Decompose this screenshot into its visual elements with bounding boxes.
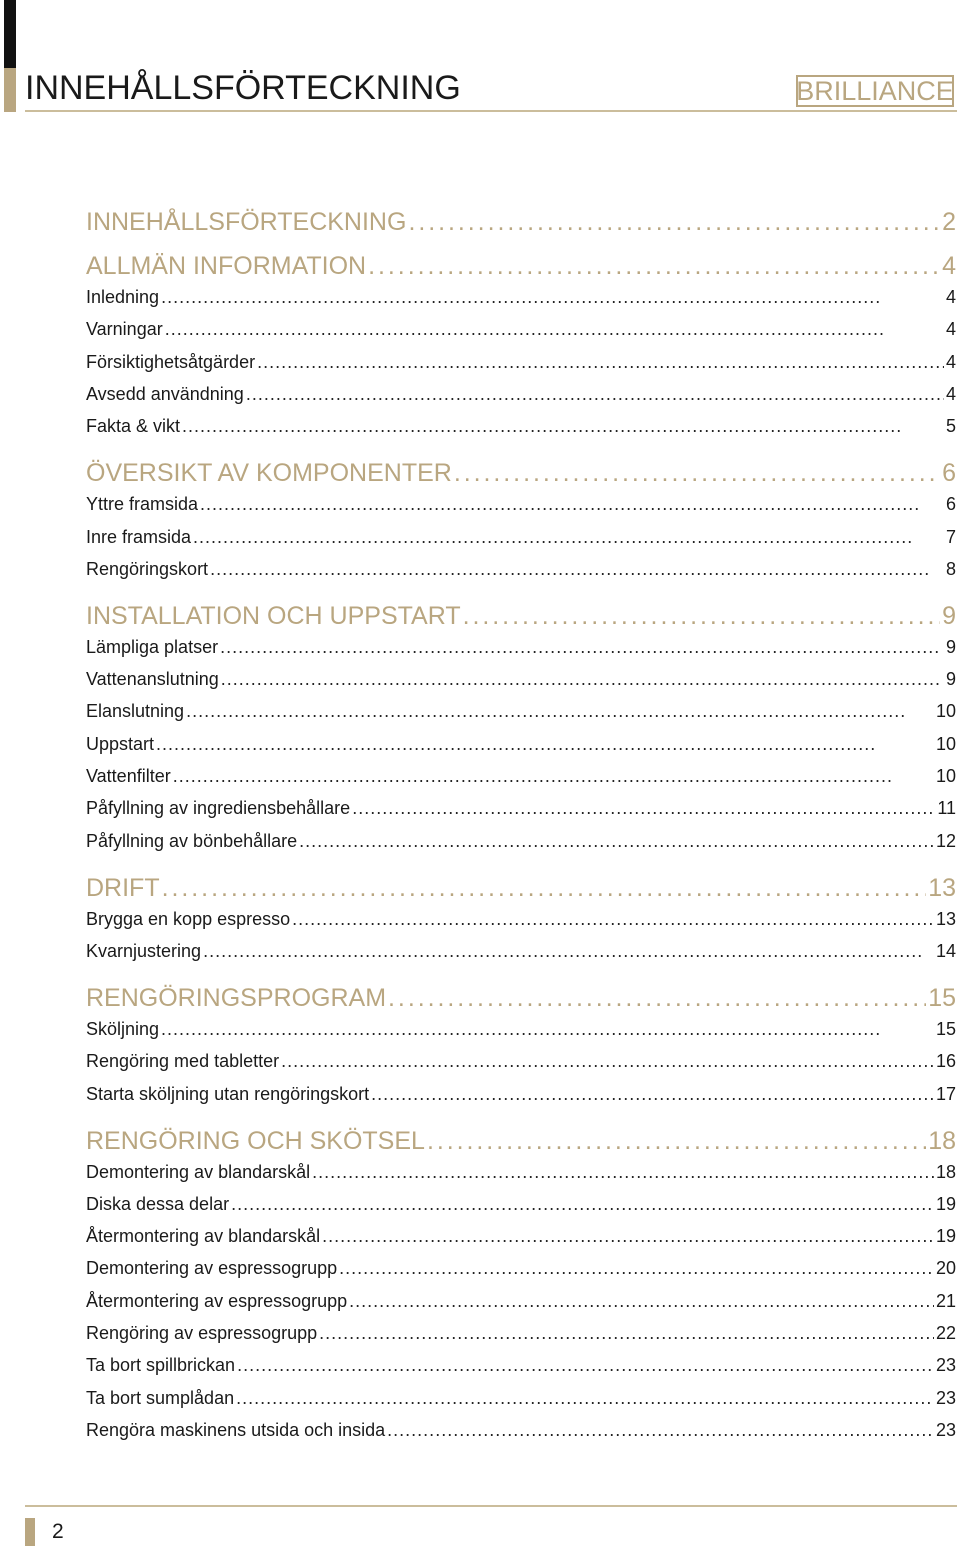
toc-item-entry[interactable]: [86, 527, 956, 548]
toc-entry-label: Påfyllning av bönbehållare: [86, 830, 298, 851]
toc-entry-label: Demontering av espressogrupp: [86, 1258, 338, 1279]
toc-entry-label: Rengöring av espressogrupp: [86, 1323, 318, 1343]
toc-item-entry[interactable]: [86, 766, 956, 787]
toc-item-entry[interactable]: [86, 287, 956, 308]
toc-leader-dots: [236, 1388, 934, 1409]
toc-leader-dots: [203, 941, 934, 962]
toc-entry-label: Ta bort spillbrickan: [86, 1355, 236, 1376]
toc-entry-page: 19: [935, 1193, 956, 1214]
header-gold-bar: [4, 68, 16, 112]
toc-leader-dots: [388, 984, 926, 1013]
toc-entry-label: Försiktighetsåtgärder: [86, 351, 256, 372]
toc-item-entry[interactable]: [86, 1162, 956, 1183]
toc-entry-label: Inre framsida: [86, 526, 192, 547]
toc-entry-page: 5: [945, 416, 956, 437]
toc-leader-dots: [237, 1355, 934, 1376]
toc-entry-page: 13: [935, 908, 956, 929]
toc-entry-label: Varningar: [86, 319, 163, 340]
toc-entry-page: 8: [945, 558, 956, 579]
toc-leader-dots: [312, 1162, 934, 1183]
toc-entry-page: 18: [935, 1161, 956, 1182]
toc-item-entry[interactable]: [86, 1291, 956, 1312]
toc-section-entry[interactable]: [86, 252, 956, 281]
toc-item-entry[interactable]: [86, 1019, 956, 1040]
toc-entry-page: 4: [945, 351, 956, 372]
toc-entry-page: 15: [935, 1018, 956, 1039]
toc-entry-label: Vattenfilter: [86, 766, 171, 786]
toc-leader-dots: [193, 527, 944, 548]
toc-leader-dots: [387, 1420, 934, 1441]
toc-leader-dots: [200, 494, 944, 515]
toc-entry-page: 9: [945, 669, 956, 690]
toc-item-entry[interactable]: [86, 734, 956, 755]
toc-item-entry[interactable]: [86, 909, 956, 930]
toc-leader-dots: [463, 602, 940, 631]
toc-leader-dots: [220, 637, 944, 658]
toc-leader-dots: [162, 874, 927, 903]
toc-item-entry[interactable]: [86, 319, 956, 340]
toc-leader-dots: [231, 1194, 934, 1215]
page-title: INNEHÅLLSFÖRTECKNING: [25, 69, 461, 107]
toc-entry-label: Elanslutning: [86, 701, 185, 722]
page-number: 2: [52, 1520, 64, 1543]
toc-item-entry[interactable]: [86, 941, 956, 962]
toc-entry-page: 14: [935, 940, 956, 961]
toc-section-entry[interactable]: [86, 984, 956, 1013]
toc-item-entry[interactable]: [86, 637, 956, 658]
toc-leader-dots: [349, 1291, 934, 1312]
toc-item-entry[interactable]: [86, 1388, 956, 1409]
toc-entry-page: 6: [945, 494, 956, 515]
toc-entry-page: 11: [937, 798, 956, 819]
toc-entry-label: Demontering av blandarskål: [86, 1161, 311, 1182]
toc-entry-label: Kvarnjustering: [86, 940, 202, 961]
footer-divider: [25, 1505, 957, 1507]
toc-leader-dots: [427, 1127, 926, 1156]
toc-entry-page: 6: [942, 459, 956, 488]
toc-entry-label: Avsedd användning: [86, 383, 244, 404]
toc-item-entry[interactable]: [86, 1226, 956, 1247]
toc-entry-page: 4: [945, 287, 956, 307]
toc-entry-label: Yttre framsida: [86, 494, 199, 515]
toc-entry-label: Uppstart: [86, 733, 155, 754]
toc-entry-label: ALLMÄN INFORMATION: [86, 252, 367, 280]
toc-leader-dots: [186, 701, 934, 722]
toc-leader-dots: [322, 1226, 934, 1247]
toc-entry-label: Brygga en kopp espresso: [86, 908, 291, 929]
toc-entry-label: Inledning: [86, 287, 160, 307]
toc-entry-label: Rengöringskort: [86, 558, 209, 579]
toc-item-entry[interactable]: [86, 494, 956, 515]
toc-leader-dots: [368, 252, 940, 281]
toc-item-entry[interactable]: [86, 559, 956, 580]
toc-leader-dots: [165, 319, 944, 340]
toc-entry-label: Återmontering av blandarskål: [86, 1226, 321, 1247]
toc-entry-label: ÖVERSIKT AV KOMPONENTER: [86, 459, 452, 488]
toc-entry-page: 10: [935, 733, 956, 754]
header-black-bar: [4, 0, 16, 68]
toc-entry-page: 13: [928, 873, 956, 902]
toc-leader-dots: [371, 1084, 934, 1105]
toc-leader-dots: [221, 669, 944, 690]
toc-entry-page: 10: [935, 701, 956, 722]
toc-entry-page: 12: [935, 830, 956, 851]
toc-item-entry[interactable]: [86, 352, 956, 373]
toc-entry-label: Ta bort sumplådan: [86, 1387, 235, 1408]
toc-section-entry[interactable]: [86, 602, 956, 631]
toc-entry-page: 7: [945, 526, 956, 547]
toc-entry-page: 22: [935, 1323, 956, 1343]
toc-entry-page: 23: [935, 1419, 956, 1440]
toc-leader-dots: [161, 287, 944, 308]
toc-item-entry[interactable]: [86, 1420, 956, 1441]
toc-item-entry[interactable]: [86, 798, 956, 819]
toc-item-entry[interactable]: [86, 1194, 956, 1215]
toc-entry-label: Sköljning: [86, 1018, 160, 1039]
toc-leader-dots: [319, 1323, 934, 1344]
toc-entry-label: Fakta & vikt: [86, 416, 181, 437]
toc-item-entry[interactable]: [86, 1323, 956, 1344]
toc-entry-page: 10: [935, 766, 956, 786]
toc-item-entry[interactable]: [86, 1084, 956, 1105]
toc-leader-dots: [161, 1019, 934, 1040]
toc-entry-label: INSTALLATION OCH UPPSTART: [86, 601, 461, 630]
toc-entry-label: INNEHÅLLSFÖRTECKNING: [86, 208, 407, 236]
toc-entry-label: Vattenanslutning: [86, 669, 219, 690]
toc-entry-label: Rengöra maskinens utsida och insida: [86, 1419, 386, 1440]
toc-leader-dots: [257, 352, 944, 373]
toc-leader-dots: [246, 384, 944, 405]
toc-leader-dots: [156, 734, 934, 755]
toc-entry-label: Rengöring med tabletter: [86, 1051, 280, 1072]
toc-entry-label: Starta sköljning utan rengöringskort: [86, 1083, 370, 1104]
toc-entry-label: DRIFT: [86, 873, 160, 902]
toc-item-entry[interactable]: [86, 701, 956, 722]
toc-item-entry[interactable]: [86, 1051, 956, 1072]
toc-entry-page: 9: [942, 601, 956, 630]
toc-entry-page: 9: [945, 636, 956, 657]
toc-entry-label: Lämpliga platser: [86, 636, 219, 657]
toc-section-entry[interactable]: [86, 1127, 956, 1156]
toc-entry-page: 21: [935, 1290, 956, 1311]
toc-entry-page: 20: [935, 1258, 956, 1279]
toc-entry-page: 15: [928, 983, 956, 1012]
brand-label: BRILLIANCE: [796, 75, 954, 106]
toc-section-entry[interactable]: [86, 874, 956, 903]
title-divider: [25, 110, 957, 112]
toc-leader-dots: [352, 798, 935, 819]
toc-item-entry[interactable]: [86, 831, 956, 852]
toc-leader-dots: [292, 909, 934, 930]
toc-item-entry[interactable]: [86, 669, 956, 690]
toc-section-entry[interactable]: [86, 208, 956, 237]
toc-entry-page: 18: [928, 1126, 956, 1155]
toc-entry-page: 19: [935, 1226, 956, 1247]
toc-entry-label: Återmontering av espressogrupp: [86, 1290, 348, 1311]
footer-gold-bar: [25, 1518, 35, 1546]
toc-entry-label: RENGÖRINGSPROGRAM: [86, 983, 387, 1012]
toc-leader-dots: [281, 1051, 934, 1072]
toc-leader-dots: [454, 459, 940, 488]
toc-entry-label: Diska dessa delar: [86, 1193, 230, 1214]
toc-leader-dots: [339, 1258, 934, 1279]
toc-item-entry[interactable]: [86, 1355, 956, 1376]
toc-entry-page: 4: [945, 319, 956, 340]
toc-entry-page: 17: [935, 1083, 956, 1104]
toc-entry-label: RENGÖRING OCH SKÖTSEL: [86, 1126, 425, 1155]
toc-entry-page: 16: [935, 1051, 956, 1072]
toc-entry-page: 2: [942, 208, 956, 236]
toc-entry-page: 4: [942, 252, 956, 280]
toc-item-entry[interactable]: [86, 416, 956, 437]
toc-item-entry[interactable]: [86, 1258, 956, 1279]
toc-entry-label: Påfyllning av ingrediensbehållare: [86, 798, 351, 819]
toc-item-entry[interactable]: [86, 384, 956, 405]
toc-leader-dots: [182, 416, 944, 437]
toc-entry-page: 23: [935, 1387, 956, 1408]
toc-leader-dots: [299, 831, 934, 852]
toc-section-entry[interactable]: [86, 459, 956, 488]
toc-entry-page: 4: [945, 383, 956, 404]
toc-leader-dots: [210, 559, 944, 580]
toc-leader-dots: [408, 208, 940, 237]
toc-entry-page: 23: [935, 1355, 956, 1376]
toc-leader-dots: [173, 766, 934, 787]
